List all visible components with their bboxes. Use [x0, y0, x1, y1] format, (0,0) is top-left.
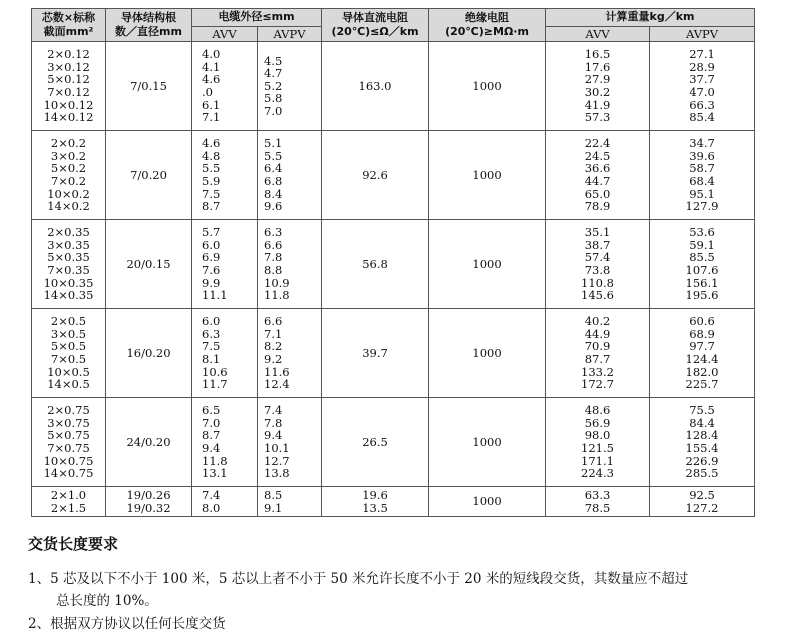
od-avpv-cell-value: 9.4	[264, 428, 283, 443]
spec-cell-value: 5×0.75	[47, 428, 90, 443]
weight-avv-cell-value: 57.3	[584, 110, 611, 125]
weight-avpv-cell-value: 182.0	[685, 364, 719, 379]
weight-avpv-cell-value: 28.9	[689, 59, 715, 74]
weight-avv-cell-value: 44.7	[584, 174, 611, 188]
od-avv-cell-value: .0	[202, 85, 213, 99]
od-avpv-cell	[258, 42, 322, 131]
od-avpv-cell-value: 4.5	[264, 53, 283, 68]
od-avv-cell	[192, 42, 258, 131]
insulation-cell: 1000	[429, 398, 546, 487]
spec-cell-value: 3×0.12	[47, 59, 90, 74]
weight-avv-cell-value: 17.6	[584, 59, 611, 74]
weight-avpv-cell-value: 68.9	[689, 326, 715, 341]
insulation-cell: 1000	[429, 131, 546, 220]
spec-cell	[32, 42, 106, 131]
od-avpv-cell-value: 13.8	[264, 466, 290, 481]
weight-avpv-cell-value: 92.5	[689, 487, 715, 502]
weight-avv-cell-value: 27.9	[584, 72, 611, 87]
header-resistance: 导体直流电阻 (20℃)≤Ω／km	[322, 9, 429, 42]
spec-cell-value: 2×0.75	[47, 403, 90, 418]
resistance-cell: 163.0	[322, 42, 429, 131]
conductor-cell-value: 19/0.32	[126, 500, 171, 515]
weight-avv-cell-value: 22.4	[584, 136, 611, 151]
spec-cell-value: 10×0.75	[43, 453, 94, 468]
weight-avv-cell-value: 78.9	[584, 199, 611, 214]
spec-cell	[32, 487, 106, 517]
weight-avpv-cell-value: 95.1	[689, 186, 715, 201]
resistance-cell-value: 13.5	[362, 500, 388, 515]
od-avpv-cell-value: 5.5	[264, 148, 283, 163]
spec-cell-value: 3×0.2	[50, 148, 87, 163]
weight-avpv-cell	[650, 42, 755, 131]
spec-cell-value: 10×0.5	[47, 364, 90, 379]
header-od-avv: AVV	[192, 27, 258, 42]
od-avv-cell-value: 4.6	[202, 72, 221, 87]
weight-avpv-cell-value: 59.1	[689, 237, 715, 252]
weight-avpv-cell-value: 107.6	[685, 263, 719, 277]
od-avv-cell-value: 4.0	[202, 47, 221, 62]
weight-avv-cell	[546, 398, 650, 487]
spec-cell-value: 14×0.12	[43, 110, 94, 125]
weight-avpv-cell-value: 225.7	[685, 377, 719, 392]
od-avv-cell-value: 7.5	[202, 186, 221, 201]
insulation-cell: 1000	[429, 309, 546, 398]
spec-cell-value: 5×0.2	[50, 161, 87, 176]
weight-avpv-cell-value: 85.5	[689, 250, 715, 265]
weight-avpv-cell-value: 124.4	[685, 352, 719, 366]
od-avpv-cell-value: 11.8	[264, 288, 290, 303]
spec-group-row-last	[32, 487, 755, 517]
od-avpv-cell-value: 12.7	[264, 453, 290, 468]
conductor-cell: 24/0.20	[106, 398, 192, 487]
resistance-cell: 56.8	[322, 220, 429, 309]
spec-cell-value: 3×0.75	[47, 415, 90, 430]
conductor-cell: 16/0.20	[106, 309, 192, 398]
od-avv-cell-value: 11.8	[202, 453, 228, 468]
weight-avpv-cell-value: 47.0	[689, 85, 715, 99]
od-avv-cell-value: 9.4	[202, 441, 221, 455]
weight-avpv-cell-value: 226.9	[685, 453, 719, 468]
od-avv-cell	[192, 309, 258, 398]
insulation-cell: 1000	[429, 487, 546, 517]
weight-avpv-cell-value: 156.1	[685, 275, 719, 290]
od-avpv-cell-value: 8.8	[264, 263, 283, 277]
requirement-item-2: 2、根据双方协议以任何长度交货	[28, 616, 226, 632]
header-od-avpv: AVPV	[258, 27, 322, 42]
od-avv-cell-value: 6.3	[202, 326, 221, 341]
conductor-cell	[106, 487, 192, 517]
header-weight-avpv: AVPV	[650, 27, 755, 42]
weight-avv-cell-value: 16.5	[584, 47, 611, 62]
od-avv-cell-value: 7.6	[202, 263, 221, 277]
od-avv-cell-value: 4.8	[202, 148, 221, 163]
weight-avv-cell-value: 48.6	[584, 403, 611, 418]
spec-cell-value: 5×0.35	[47, 250, 90, 265]
weight-avpv-cell-value: 68.4	[689, 174, 715, 188]
spec-cell-value: 10×0.12	[43, 97, 94, 112]
weight-avv-cell-value: 35.1	[584, 225, 611, 240]
od-avpv-cell-value: 6.6	[264, 237, 283, 252]
od-avv-cell-value: 7.1	[202, 110, 221, 125]
insulation-cell: 1000	[429, 42, 546, 131]
conductor-cell: 7/0.15	[106, 42, 192, 131]
spec-cell-value: 10×0.2	[47, 186, 90, 201]
spec-cell-value: 3×0.35	[47, 237, 90, 252]
od-avpv-cell-value: 6.4	[264, 161, 283, 176]
weight-avv-cell-value: 73.8	[584, 263, 611, 277]
insulation-cell: 1000	[429, 220, 546, 309]
od-avpv-cell	[258, 131, 322, 220]
weight-avpv-cell-value: 37.7	[689, 72, 715, 87]
spec-cell-value: 14×0.75	[43, 466, 94, 481]
od-avv-cell	[192, 131, 258, 220]
spec-cell-value: 14×0.5	[47, 377, 90, 392]
od-avv-cell-value: 4.1	[202, 59, 221, 74]
weight-avv-cell-value: 78.5	[584, 500, 611, 515]
od-avpv-cell-value: 7.8	[264, 250, 283, 265]
spec-cell-value: 5×0.12	[47, 72, 90, 87]
spec-cell-value: 10×0.35	[43, 275, 94, 290]
weight-avv-cell-value: 24.5	[584, 148, 611, 163]
od-avpv-cell-value: 8.4	[264, 186, 283, 201]
od-avv-cell-value: 11.1	[202, 288, 228, 303]
spec-cell-value: 7×0.12	[47, 85, 90, 99]
weight-avpv-cell-value: 285.5	[685, 466, 719, 481]
spec-group-row	[32, 398, 755, 487]
spec-cell-value: 2×1.5	[50, 500, 87, 515]
od-avv-cell-value: 7.0	[202, 415, 221, 430]
weight-avv-cell-value: 145.6	[581, 288, 614, 303]
od-avpv-cell	[258, 220, 322, 309]
spec-group-row	[32, 131, 755, 220]
spec-cell-value: 2×1.0	[50, 487, 87, 502]
od-avpv-cell-value: 5.2	[264, 78, 283, 93]
conductor-cell: 7/0.20	[106, 131, 192, 220]
spec-cell	[32, 131, 106, 220]
od-avv-cell-value: 9.9	[202, 275, 221, 290]
weight-avpv-cell-value: 155.4	[685, 441, 719, 455]
weight-avpv-cell	[650, 309, 755, 398]
od-avpv-cell-value: 4.7	[264, 66, 283, 81]
od-avv-cell-value: 5.7	[202, 225, 221, 240]
weight-avv-cell-value: 57.4	[584, 250, 611, 265]
weight-avv-cell-value: 40.2	[584, 314, 611, 329]
weight-avv-cell-value: 121.5	[581, 441, 614, 455]
spec-cell-value: 3×0.5	[50, 326, 87, 341]
requirements-title: 交货长度要求	[28, 535, 119, 553]
od-avpv-cell-value: 6.8	[264, 174, 283, 188]
spec-group-row	[32, 309, 755, 398]
weight-avv-cell-value: 98.0	[584, 428, 611, 443]
requirement-item-1: 1、5 芯及以下不小于 100 米，5 芯以上者不小于 50 米允许长度不小于 20 米的短线段交货，其数量应不超过	[28, 571, 689, 587]
weight-avpv-cell-value: 60.6	[689, 314, 715, 329]
od-avv-cell-value: 5.9	[202, 174, 221, 188]
od-avpv-cell-value: 7.4	[264, 403, 283, 418]
weight-avv-cell-value: 172.7	[581, 377, 614, 392]
requirement-item-1-continued: 总长度的 10%。	[56, 593, 158, 609]
resistance-cell	[322, 487, 429, 517]
weight-avpv-cell-value: 75.5	[689, 403, 715, 418]
weight-avv-cell-value: 224.3	[581, 466, 614, 481]
weight-avpv-cell-value: 97.7	[689, 339, 715, 354]
weight-avpv-cell-value: 53.6	[689, 225, 715, 240]
od-avpv-cell-value: 5.1	[264, 136, 283, 151]
weight-avpv-cell	[650, 487, 755, 517]
spec-cell	[32, 309, 106, 398]
od-avpv-cell-value: 6.3	[264, 225, 283, 240]
weight-avpv-cell-value: 34.7	[689, 136, 715, 151]
weight-avv-cell	[546, 309, 650, 398]
header-spec: 芯数×标称 截面mm²	[32, 9, 106, 42]
weight-avpv-cell	[650, 398, 755, 487]
od-avv-cell-value: 7.4	[202, 487, 221, 502]
od-avv-cell-value: 6.1	[202, 97, 221, 112]
od-avv-cell-value: 6.9	[202, 250, 221, 265]
weight-avpv-cell-value: 128.4	[685, 428, 719, 443]
od-avpv-cell	[258, 398, 322, 487]
spec-cell-value: 7×0.5	[50, 352, 87, 366]
weight-avv-cell-value: 56.9	[584, 415, 611, 430]
resistance-cell: 26.5	[322, 398, 429, 487]
od-avv-cell-value: 11.7	[202, 377, 228, 392]
od-avpv-cell-value: 7.1	[264, 326, 283, 341]
header-weight-avv: AVV	[546, 27, 650, 42]
header-conductor: 导体结构根 数／直径mm	[106, 9, 192, 42]
weight-avv-cell-value: 70.9	[584, 339, 611, 354]
weight-avpv-cell	[650, 220, 755, 309]
od-avv-cell	[192, 487, 258, 517]
weight-avpv-cell-value: 58.7	[689, 161, 715, 176]
od-avpv-cell-value: 6.6	[264, 314, 283, 329]
od-avpv-cell-value: 7.0	[264, 103, 283, 118]
od-avv-cell-value: 6.0	[202, 314, 221, 329]
od-avpv-cell-value: 7.8	[264, 415, 283, 430]
resistance-cell: 39.7	[322, 309, 429, 398]
resistance-cell: 92.6	[322, 131, 429, 220]
spec-cell-value: 7×0.35	[47, 263, 90, 277]
od-avpv-cell-value: 8.2	[264, 339, 283, 354]
od-avpv-cell-value: 8.5	[264, 487, 283, 502]
weight-avv-cell-value: 110.8	[581, 275, 614, 290]
od-avpv-cell-value: 10.9	[264, 275, 290, 290]
spec-cell-value: 7×0.2	[50, 174, 87, 188]
weight-avv-cell-value: 38.7	[584, 237, 611, 252]
weight-avpv-cell-value: 127.2	[685, 500, 719, 515]
weight-avv-cell-value: 87.7	[584, 352, 611, 366]
spec-cell-value: 2×0.2	[50, 136, 87, 151]
weight-avpv-cell-value: 127.9	[685, 199, 719, 214]
od-avv-cell-value: 8.1	[202, 352, 221, 366]
od-avv-cell-value: 10.6	[202, 364, 228, 379]
od-avpv-cell-value: 5.8	[264, 91, 283, 106]
od-avv-cell-value: 8.0	[202, 500, 221, 515]
spec-cell-value: 2×0.12	[47, 47, 90, 62]
od-avpv-cell	[258, 309, 322, 398]
od-avpv-cell-value: 11.6	[264, 364, 290, 379]
weight-avv-cell	[546, 487, 650, 517]
od-avv-cell	[192, 220, 258, 309]
weight-avpv-cell-value: 195.6	[685, 288, 719, 303]
weight-avv-cell	[546, 220, 650, 309]
od-avpv-cell-value: 9.2	[264, 352, 283, 366]
weight-avv-cell-value: 44.9	[584, 326, 611, 341]
weight-avv-cell-value: 171.1	[581, 453, 614, 468]
od-avpv-cell-value: 12.4	[264, 377, 290, 392]
header-insulation: 绝缘电阻 (20℃)≥MΩ·m	[429, 9, 546, 42]
cable-spec-table	[31, 8, 755, 517]
conductor-cell-value: 19/0.26	[126, 487, 171, 502]
weight-avv-cell-value: 30.2	[584, 85, 611, 99]
weight-avv-cell	[546, 42, 650, 131]
weight-avpv-cell-value: 84.4	[689, 415, 715, 430]
od-avpv-cell-value: 10.1	[264, 441, 290, 455]
weight-avv-cell	[546, 131, 650, 220]
weight-avv-cell-value: 63.3	[584, 487, 611, 502]
weight-avpv-cell-value: 27.1	[689, 47, 715, 62]
conductor-cell: 20/0.15	[106, 220, 192, 309]
od-avv-cell-value: 6.0	[202, 237, 221, 252]
weight-avv-cell-value: 36.6	[584, 161, 611, 176]
resistance-cell-value: 19.6	[362, 487, 388, 502]
spec-cell	[32, 220, 106, 309]
table-body	[32, 42, 755, 517]
weight-avv-cell-value: 133.2	[581, 364, 614, 379]
od-avv-cell	[192, 398, 258, 487]
spec-cell-value: 7×0.75	[47, 441, 90, 455]
spec-group-row	[32, 220, 755, 309]
weight-avpv-cell	[650, 131, 755, 220]
weight-avpv-cell-value: 66.3	[689, 97, 715, 112]
weight-avv-cell-value: 65.0	[584, 186, 611, 201]
od-avv-cell-value: 8.7	[202, 428, 221, 443]
od-avpv-cell-value: 9.1	[264, 500, 283, 515]
od-avpv-cell	[258, 487, 322, 517]
od-avv-cell-value: 5.5	[202, 161, 221, 176]
weight-avpv-cell-value: 85.4	[689, 110, 715, 125]
weight-avv-cell-value: 41.9	[584, 97, 611, 112]
weight-avpv-cell-value: 39.6	[689, 148, 715, 163]
od-avv-cell-value: 8.7	[202, 199, 221, 214]
od-avv-cell-value: 6.5	[202, 403, 221, 418]
spec-cell-value: 2×0.5	[50, 314, 87, 329]
header-weight: 计算重量kg／km	[546, 9, 755, 27]
spec-cell-value: 14×0.35	[43, 288, 94, 303]
od-avv-cell-value: 7.5	[202, 339, 221, 354]
header-outer-diameter: 电缆外径≤mm	[192, 9, 322, 27]
spec-cell	[32, 398, 106, 487]
od-avv-cell-value: 13.1	[202, 466, 228, 481]
spec-cell-value: 2×0.35	[47, 225, 90, 240]
od-avpv-cell-value: 9.6	[264, 199, 283, 214]
spec-cell-value: 14×0.2	[47, 199, 90, 214]
spec-group-row	[32, 42, 755, 131]
spec-cell-value: 5×0.5	[50, 339, 87, 354]
od-avv-cell-value: 4.6	[202, 136, 221, 151]
